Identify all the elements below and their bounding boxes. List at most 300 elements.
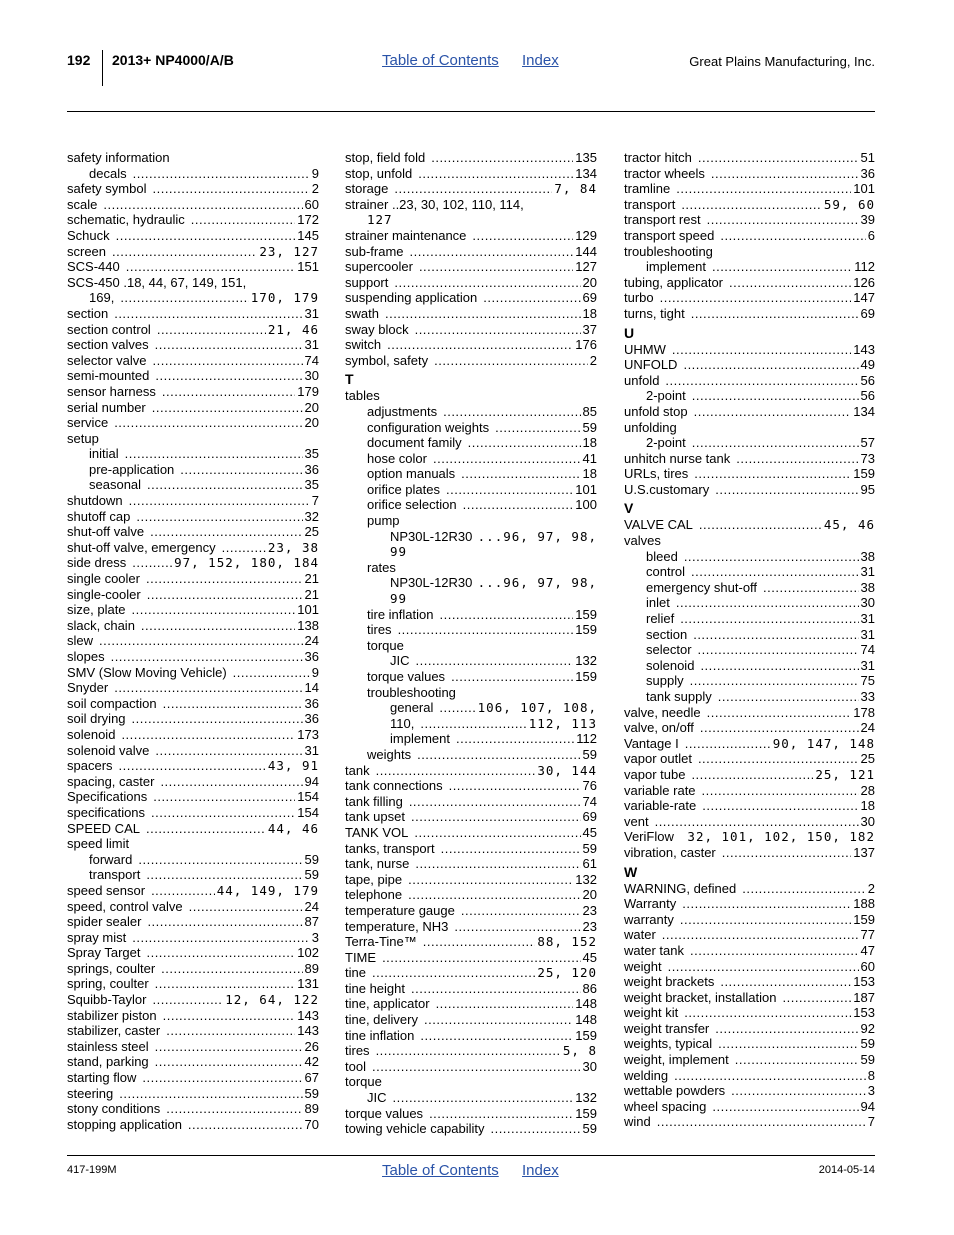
- page-reference[interactable]: 101: [575, 481, 597, 497]
- index-entry: [624, 342, 875, 358]
- index-term: stopping application: [67, 1116, 182, 1132]
- page-reference[interactable]: 137: [853, 844, 875, 860]
- page-reference[interactable]: 6: [867, 227, 875, 243]
- page-reference[interactable]: 59: [304, 851, 319, 867]
- page-reference[interactable]: 159: [575, 622, 597, 638]
- page-reference[interactable]: 18: [582, 305, 597, 321]
- page-reference[interactable]: 94: [860, 1098, 875, 1114]
- page-reference[interactable]: 74: [860, 642, 875, 658]
- index-entry: [624, 673, 875, 689]
- page-reference[interactable]: 7: [311, 493, 319, 509]
- page-reference[interactable]: 76: [582, 778, 597, 794]
- index-entry: [67, 462, 319, 478]
- page-reference[interactable]: 20: [304, 415, 319, 431]
- page-reference[interactable]: 151: [297, 259, 319, 275]
- page-reference[interactable]: 147: [853, 290, 875, 306]
- page-reference[interactable]: 2: [589, 352, 597, 368]
- index-term: spacing, caster: [67, 773, 155, 789]
- page-reference[interactable]: 45: [582, 824, 597, 840]
- dot-leader: [691, 767, 813, 783]
- page-reference[interactable]: 154: [297, 804, 319, 820]
- page-reference[interactable]: 9: [311, 664, 319, 680]
- page-reference[interactable]: 30: [860, 595, 875, 611]
- page-reference[interactable]: 143: [297, 1007, 319, 1023]
- dot-leader: [694, 404, 852, 420]
- index-term: TIME: [345, 949, 377, 965]
- page-reference[interactable]: 45: [582, 949, 597, 965]
- page-reference[interactable]: 14: [304, 680, 319, 696]
- page-reference[interactable]: 44, 149, 179: [216, 882, 319, 898]
- index-term: section valves: [67, 337, 149, 353]
- index-entry: [67, 446, 319, 462]
- page-reference[interactable]: 36: [860, 165, 875, 181]
- page-reference[interactable]: 92: [860, 1020, 875, 1036]
- page-reference[interactable]: 143: [297, 1023, 319, 1039]
- page-reference[interactable]: 187: [853, 989, 875, 1005]
- dot-leader: [718, 689, 859, 705]
- page-reference[interactable]: 57: [860, 435, 875, 451]
- page-reference[interactable]: 35: [304, 446, 319, 462]
- page-reference[interactable]: 74: [582, 793, 597, 809]
- dot-leader: [138, 852, 302, 868]
- index-entry: [345, 482, 597, 498]
- index-entry: [624, 912, 875, 928]
- header-index-link[interactable]: Index: [522, 52, 559, 69]
- index-entry: [624, 373, 875, 389]
- dot-leader: [119, 758, 266, 774]
- page-reference[interactable]: 179: [297, 383, 319, 399]
- page-reference[interactable]: 88, 152: [537, 934, 597, 950]
- index-entry: [67, 212, 319, 228]
- page-reference[interactable]: 3: [311, 929, 319, 945]
- page-reference[interactable]: 69: [582, 290, 597, 306]
- index-entry: [67, 244, 319, 260]
- page-reference[interactable]: 20: [304, 399, 319, 415]
- page-reference[interactable]: 112: [854, 259, 875, 275]
- index-term: tank, nurse: [345, 856, 410, 872]
- index-entry: [67, 555, 319, 571]
- dot-leader: [147, 477, 302, 493]
- page-reference[interactable]: 77: [860, 927, 875, 943]
- page-reference[interactable]: 87: [304, 914, 319, 930]
- index-entry: [67, 228, 319, 244]
- footer-index-link[interactable]: Index: [522, 1162, 559, 1179]
- page-reference[interactable]: 69: [860, 305, 875, 321]
- page-reference[interactable]: 24: [304, 898, 319, 914]
- index-entry: [624, 927, 875, 943]
- page-reference[interactable]: 59: [582, 419, 597, 435]
- page-reference[interactable]: 97, 152, 180, 184: [174, 555, 319, 571]
- page-reference[interactable]: 70: [304, 1116, 319, 1132]
- page-reference[interactable]: 25: [304, 524, 319, 540]
- page-reference[interactable]: 67: [304, 1070, 319, 1086]
- page-reference[interactable]: 24: [304, 633, 319, 649]
- page-reference[interactable]: 21: [304, 586, 319, 602]
- page-reference[interactable]: 134: [575, 165, 597, 181]
- dot-leader: [720, 228, 865, 244]
- index-term: 2-point: [646, 435, 686, 451]
- page-reference[interactable]: 188: [853, 896, 875, 912]
- index-entry: [345, 965, 597, 981]
- index-term: initial: [89, 446, 119, 462]
- page-reference[interactable]: 69: [582, 809, 597, 825]
- index-term: spacers: [67, 758, 113, 774]
- page-reference[interactable]: 102: [297, 945, 319, 961]
- page-reference[interactable]: 25, 120: [537, 965, 597, 981]
- page-reference[interactable]: 31: [304, 305, 319, 321]
- dot-leader: [662, 927, 859, 943]
- page-reference[interactable]: 36: [304, 461, 319, 477]
- page-reference[interactable]: 32: [304, 508, 319, 524]
- index-term: specifications: [67, 804, 146, 820]
- page-reference[interactable]: 23: [582, 918, 597, 934]
- page-reference[interactable]: 49: [860, 357, 875, 373]
- dot-leader: [454, 919, 580, 935]
- dot-leader: [155, 1039, 303, 1055]
- page-reference[interactable]: 154: [297, 789, 319, 805]
- index-entry: [624, 564, 875, 580]
- page-reference[interactable]: 24: [860, 720, 875, 736]
- page-reference[interactable]: 36: [304, 695, 319, 711]
- dot-leader: [682, 896, 851, 912]
- dot-leader: [683, 357, 858, 373]
- page-reference[interactable]: 5, 8: [562, 1043, 597, 1059]
- page-reference[interactable]: 26: [304, 1038, 319, 1054]
- publish-date: 2014-05-14: [818, 1164, 875, 1176]
- footer-toc-link[interactable]: Table of Contents: [382, 1162, 499, 1179]
- page-reference[interactable]: 159: [575, 1105, 597, 1121]
- index-term: weight brackets: [624, 974, 715, 990]
- index-heading: strainer ..23, 30, 102, 110, 114,: [345, 196, 524, 212]
- page-reference[interactable]: 153: [853, 1005, 875, 1021]
- page-reference[interactable]: 131: [297, 976, 319, 992]
- page-reference[interactable]: 129: [575, 227, 597, 243]
- index-term: weight, implement: [624, 1052, 729, 1068]
- page-reference[interactable]: 20: [582, 274, 597, 290]
- page-reference[interactable]: 3: [867, 1083, 875, 1099]
- index-term: shutoff cap: [67, 508, 131, 524]
- dot-leader: [665, 373, 858, 389]
- page-reference[interactable]: 172: [297, 212, 319, 228]
- page-reference[interactable]: 134: [853, 403, 875, 419]
- page-reference[interactable]: 59: [582, 840, 597, 856]
- page-reference[interactable]: 18: [582, 466, 597, 482]
- index-entry: [67, 680, 319, 696]
- doc-number: 417-199M: [67, 1164, 117, 1176]
- page-reference[interactable]: 144: [575, 243, 597, 259]
- page-reference[interactable]: 60: [860, 958, 875, 974]
- page-reference[interactable]: 127: [575, 259, 597, 275]
- index-term: side dress: [67, 555, 127, 571]
- index-entry: [345, 353, 597, 369]
- page-reference[interactable]: 31: [304, 742, 319, 758]
- page-reference[interactable]: 35: [304, 477, 319, 493]
- index-term: torque values: [345, 1105, 424, 1121]
- page-reference[interactable]: 30, 144: [537, 762, 597, 778]
- page-reference[interactable]: 12, 64, 122: [225, 992, 319, 1008]
- index-entry: [624, 1083, 875, 1099]
- page-reference[interactable]: 153: [853, 974, 875, 990]
- page-reference[interactable]: 61: [582, 856, 597, 872]
- index-term: warranty: [624, 911, 674, 927]
- index-entry: [345, 435, 597, 451]
- page-reference[interactable]: 159: [575, 606, 597, 622]
- index-entry: [345, 716, 597, 732]
- page-reference[interactable]: 36: [304, 649, 319, 664]
- dot-leader: [692, 435, 859, 451]
- page-reference[interactable]: 159: [853, 911, 875, 927]
- index-term: implement: [390, 731, 450, 747]
- index-entry: [624, 259, 875, 275]
- page-reference[interactable]: 112: [576, 731, 597, 747]
- page-reference[interactable]: 42: [304, 1054, 319, 1070]
- index-term: transport rest: [624, 212, 701, 228]
- page-reference[interactable]: 31: [304, 337, 319, 353]
- index-entry: [345, 856, 597, 872]
- index-term: transport: [624, 196, 676, 212]
- page-reference[interactable]: 59: [582, 746, 597, 762]
- dot-leader: [436, 996, 574, 1012]
- page-reference[interactable]: 7: [867, 1114, 875, 1130]
- page-reference[interactable]: 159: [575, 669, 597, 684]
- footer-rule: [67, 1155, 875, 1156]
- index-term: control: [646, 564, 686, 580]
- index-term: slopes: [67, 649, 105, 664]
- page-reference[interactable]: 132: [575, 871, 597, 887]
- index-entry: [67, 743, 319, 759]
- page-reference[interactable]: 28: [860, 782, 875, 798]
- page-reference[interactable]: 25: [860, 751, 875, 767]
- index-heading: tables: [345, 388, 380, 404]
- page-reference[interactable]: 31: [860, 611, 875, 627]
- index-term: tank filling: [345, 793, 403, 809]
- page-reference[interactable]: 89: [304, 960, 319, 976]
- dot-leader: [660, 290, 852, 306]
- page-reference[interactable]: 30: [860, 813, 875, 829]
- index-entry: [624, 181, 875, 197]
- page-reference[interactable]: 18: [582, 435, 597, 451]
- page-reference[interactable]: 23, 127: [259, 243, 319, 259]
- index-term: wettable powders: [624, 1083, 726, 1099]
- page-reference[interactable]: 148: [575, 1012, 597, 1028]
- dot-leader: [146, 821, 266, 837]
- page-reference[interactable]: 59: [860, 1052, 875, 1068]
- page-reference[interactable]: 8: [867, 1067, 875, 1083]
- page-reference[interactable]: 100: [575, 497, 597, 513]
- dot-leader: [463, 497, 574, 513]
- dot-leader: [684, 1005, 851, 1021]
- page-reference[interactable]: 138: [297, 617, 319, 633]
- page-reference[interactable]: 31: [860, 564, 875, 580]
- page-reference[interactable]: 31: [860, 626, 875, 642]
- dot-leader: [162, 384, 295, 400]
- index-entry: [67, 711, 319, 727]
- index-entry: [67, 368, 319, 384]
- index-entry: [67, 961, 319, 977]
- page-reference[interactable]: 21: [304, 571, 319, 587]
- page-reference[interactable]: 126: [853, 274, 875, 290]
- index-entry: [345, 1106, 597, 1122]
- page-reference[interactable]: 101: [297, 602, 319, 618]
- page-reference[interactable]: 73: [860, 450, 875, 466]
- dot-leader: [387, 337, 573, 353]
- index-term: soil compaction: [67, 695, 157, 711]
- index-entry: [67, 322, 319, 338]
- index-term: section control: [67, 321, 151, 337]
- page-reference[interactable]: 159: [853, 466, 875, 482]
- page-reference[interactable]: 7, 84: [554, 181, 597, 197]
- page-reference[interactable]: 18: [860, 798, 875, 814]
- page-reference[interactable]: 38: [860, 579, 875, 595]
- page-reference[interactable]: 89: [304, 1101, 319, 1117]
- page-reference[interactable]: 56: [860, 372, 875, 388]
- page-reference[interactable]: 43, 91: [267, 758, 319, 774]
- dot-leader: [132, 602, 296, 618]
- index-entry: [624, 959, 875, 975]
- dot-leader: [151, 883, 215, 899]
- page-reference[interactable]: 75: [860, 673, 875, 689]
- page-reference[interactable]: 30: [582, 1058, 597, 1074]
- index-entry: [624, 751, 875, 767]
- page-reference[interactable]: 94: [304, 773, 319, 789]
- dot-leader: [684, 549, 859, 565]
- index-term: speed, control valve: [67, 898, 183, 914]
- dot-leader: [431, 150, 573, 166]
- index-entry: [624, 435, 875, 451]
- index-term: valve, needle: [624, 704, 701, 720]
- index-entry: [345, 825, 597, 841]
- index-term: turbo: [624, 290, 654, 306]
- page-reference[interactable]: 85: [582, 403, 597, 419]
- page-reference[interactable]: 30: [304, 368, 319, 384]
- page-reference[interactable]: 38: [860, 548, 875, 564]
- page-reference[interactable]: 59: [304, 1085, 319, 1101]
- page-reference[interactable]: 23, 38: [267, 539, 319, 555]
- page-reference[interactable]: 59, 60: [823, 196, 875, 212]
- page-reference[interactable]: 90, 147, 148: [772, 735, 875, 751]
- page-reference[interactable]: 176: [575, 337, 597, 353]
- page-reference[interactable]: 135: [575, 150, 597, 165]
- index-term: tine, delivery: [345, 1012, 418, 1028]
- section-letter: W: [624, 863, 638, 880]
- page-reference[interactable]: 60: [304, 196, 319, 212]
- page-reference[interactable]: 25, 121: [815, 766, 875, 782]
- dot-leader: [468, 435, 581, 451]
- page-reference[interactable]: 56: [860, 388, 875, 404]
- index-entry: [67, 587, 319, 603]
- dot-leader: [446, 482, 573, 498]
- index-term: emergency shut-off: [646, 579, 758, 595]
- index-term: transport: [89, 867, 141, 883]
- index-term: weights, typical: [624, 1036, 713, 1052]
- index-column-2: [345, 150, 597, 1137]
- page-reference[interactable]: 32, 101, 102, 150, 182: [687, 829, 875, 845]
- dot-leader: [720, 974, 851, 990]
- page-reference[interactable]: 59: [582, 1121, 597, 1137]
- page-reference[interactable]: 51: [860, 150, 875, 165]
- page-reference[interactable]: 132: [575, 653, 597, 669]
- page-reference[interactable]: 112, 113: [528, 715, 597, 731]
- page-reference[interactable]: 45, 46: [823, 517, 875, 533]
- index-entry: [624, 611, 875, 627]
- index-term: vapor outlet: [624, 751, 692, 767]
- page-reference[interactable]: 159: [575, 1027, 597, 1043]
- page-reference[interactable]: 36: [304, 711, 319, 727]
- page-reference[interactable]: 106, 107, 108,: [477, 700, 597, 716]
- index-term: weight: [624, 958, 662, 974]
- dot-leader: [439, 700, 475, 716]
- page-reference[interactable]: 95: [860, 481, 875, 497]
- index-term: 110,: [390, 715, 415, 731]
- page-reference[interactable]: 59: [304, 867, 319, 883]
- page-reference[interactable]: 143: [853, 341, 875, 357]
- header-toc-link[interactable]: Table of Contents: [382, 52, 499, 69]
- page-reference[interactable]: 33: [860, 689, 875, 704]
- index-entry: [345, 996, 597, 1012]
- page-reference[interactable]: 173: [297, 726, 319, 742]
- page-reference[interactable]: 148: [575, 996, 597, 1012]
- page-reference[interactable]: 39: [860, 212, 875, 228]
- dot-leader: [707, 212, 859, 228]
- page-reference[interactable]: 86: [582, 980, 597, 996]
- page-reference[interactable]: ...96, 97, 98,: [477, 575, 597, 591]
- page-reference[interactable]: 47: [860, 942, 875, 958]
- page-reference[interactable]: 44, 46: [267, 820, 319, 836]
- index-term: stand, parking: [67, 1054, 149, 1070]
- index-entry: [67, 384, 319, 400]
- page-reference[interactable]: 59: [860, 1036, 875, 1052]
- page-reference[interactable]: ...96, 97, 98,: [477, 528, 597, 544]
- page-reference[interactable]: 31: [860, 657, 875, 673]
- index-term: spray mist: [67, 929, 127, 945]
- page-reference[interactable]: 132: [575, 1090, 597, 1106]
- page-reference[interactable]: 37: [582, 321, 597, 337]
- dot-leader: [152, 353, 302, 369]
- dot-leader: [132, 930, 310, 946]
- index-term: swath: [345, 305, 379, 321]
- index-term: WARNING, defined: [624, 880, 737, 896]
- index-entry: [624, 658, 875, 674]
- dot-leader: [166, 1023, 295, 1039]
- page-reference[interactable]: 20: [582, 887, 597, 903]
- page-reference[interactable]: 2: [867, 880, 875, 896]
- index-entry: [624, 829, 875, 845]
- page-reference[interactable]: 21, 46: [267, 321, 319, 337]
- page-reference[interactable]: 170, 179: [250, 290, 319, 306]
- index-entry: [67, 415, 319, 431]
- index-term: sway block: [345, 321, 409, 337]
- page-reference[interactable]: 41: [582, 450, 597, 466]
- index-term: weight transfer: [624, 1020, 710, 1036]
- index-term: shutdown: [67, 493, 123, 509]
- page-reference[interactable]: 74: [304, 352, 319, 368]
- index-entry: [67, 1008, 319, 1024]
- index-term: strainer maintenance: [345, 227, 467, 243]
- index-entry: [67, 1054, 319, 1070]
- dot-leader: [120, 290, 248, 306]
- page-reference[interactable]: 9: [311, 165, 319, 181]
- index-term: slew: [67, 633, 94, 649]
- index-entry: [67, 477, 319, 493]
- page-reference[interactable]: 145: [297, 227, 319, 243]
- page-reference[interactable]: 101: [853, 181, 875, 197]
- dot-leader: [722, 845, 852, 861]
- index-term: tank: [345, 762, 370, 778]
- page-reference[interactable]: 178: [853, 704, 875, 720]
- page-reference[interactable]: 23: [582, 902, 597, 918]
- page-reference[interactable]: 2: [311, 181, 319, 197]
- index-entry: [345, 809, 597, 825]
